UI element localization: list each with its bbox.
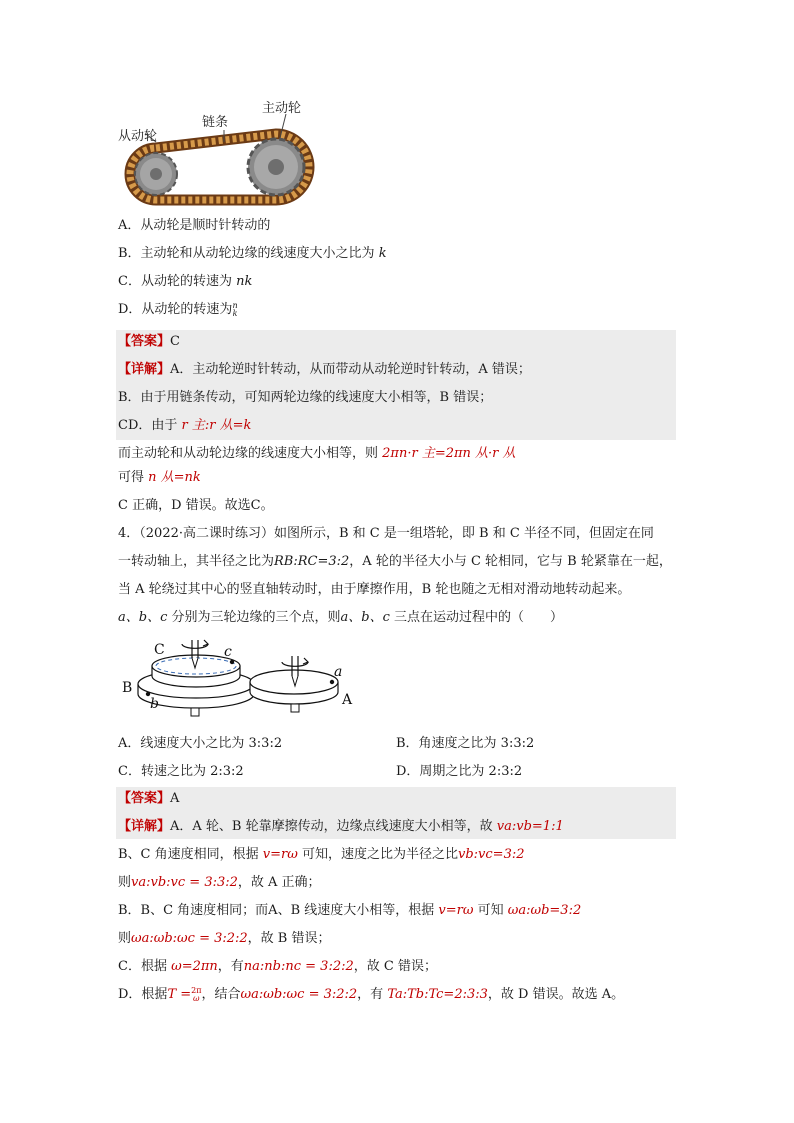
driven-gear-label: 从动轮 — [118, 129, 158, 144]
q4-detail-line7 — [118, 986, 624, 1004]
detail-text: ，有 — [217, 959, 244, 974]
detail-text: 则 — [118, 875, 132, 890]
q3-detail-line3 — [118, 417, 251, 435]
detail-text: ，故 C 错误； — [353, 959, 437, 974]
q4-answer — [118, 790, 179, 808]
q4-stem-line1: 4．（2022·高二课时练习）如图所示，B 和 C 是一组塔轮，即 B 和 C 半径不同，但固定在同 — [118, 526, 654, 541]
formula: ωa:ωb=3:2 — [507, 903, 582, 918]
q3-option-a — [118, 217, 270, 235]
stem-text: 一转动轴上，其半径之比为 — [118, 554, 275, 569]
label-c-point: c — [224, 644, 232, 660]
label-A: A — [342, 692, 353, 708]
answer-label: 【答案】 — [118, 791, 171, 806]
q3-option-d-fraction — [232, 302, 237, 318]
detail-text: ，故 A 正确； — [237, 875, 321, 890]
detail-label: 【详解】 — [118, 819, 171, 834]
q3-option-b — [118, 245, 387, 263]
formula: RB:RC=3:2 — [274, 554, 350, 569]
detail-text: ，结合 — [201, 987, 241, 1002]
formula: va:vb=1:1 — [496, 819, 564, 834]
q3-option-b-text: B．主动轮和从动轮边缘的线速度大小之比为 — [118, 246, 375, 261]
q4-detail-line3 — [118, 874, 321, 892]
detail-text: 可得 — [118, 470, 145, 485]
q3-detail-line6: C 正确，D 错误。故选C。 — [118, 498, 274, 513]
q4-stem-line4 — [118, 609, 563, 627]
stem-text: ，A 轮的半径大小与 C 轮相同，它与 B 轮紧靠在一起， — [349, 554, 672, 569]
q3-detail-line2: B．由于用链条传动，可知两轮边缘的线速度大小相等，B 错误； — [118, 390, 493, 405]
answer-label: 【答案】 — [118, 334, 171, 349]
detail-text: 则 — [118, 931, 132, 946]
formula: ωa:ωb:ωc = 3:2:2 — [240, 987, 358, 1002]
period-fraction — [191, 987, 201, 1003]
formula: Ta:Tb:Tc=2:3:3 — [387, 987, 488, 1002]
q4-stem-line2 — [118, 553, 672, 571]
detail-text: ，有 — [357, 987, 384, 1002]
stem-text: 分别为三轮边缘的三个点，则 — [171, 610, 341, 625]
q3-option-d — [118, 301, 238, 319]
detail-text: A．主动轮逆时针转动，从而带动从动轮逆时针转动，A 错误； — [170, 362, 531, 377]
formula: v=rω — [438, 903, 474, 918]
driver-gear-label: 主动轮 — [262, 101, 302, 116]
q4-option-a: A．线速度大小之比为 3:3:2 — [118, 736, 283, 751]
formula: T = — [167, 987, 192, 1002]
stem-vars: a、b、c — [118, 610, 168, 625]
q3-detail-line5 — [118, 469, 201, 487]
detail-text: A．A 轮、B 轮靠摩擦传动，边缘点线速度大小相等，故 — [170, 819, 493, 834]
formula: ω=2πn — [171, 959, 218, 974]
detail-text: B．B、C 角速度相同；而A、B 线速度大小相等，根据 — [118, 903, 435, 918]
q4-detail-line2 — [118, 846, 525, 864]
tower-wheels-figure — [118, 632, 368, 724]
detail-text: ，故 D 错误。故选 A。 — [487, 987, 625, 1002]
chain-drive-figure — [116, 96, 316, 208]
driven-gear-icon — [135, 153, 177, 195]
label-b-point: b — [150, 696, 159, 712]
stem-vars: a、b、c — [340, 610, 390, 625]
q4-detail-line5 — [118, 930, 331, 948]
driver-gear-icon — [248, 139, 304, 195]
q3-answer — [118, 333, 180, 351]
q4-option-d: D．周期之比为 2:3:2 — [396, 764, 523, 779]
q3-detail-line1 — [118, 361, 531, 379]
fraction-numerator: 2π — [191, 985, 202, 995]
formula: 2πn·r 主=2πn 从·r 从 — [382, 446, 516, 461]
q3-option-d-text: D．从动轮的转速为 — [118, 302, 233, 317]
fraction-denominator: ω — [193, 993, 200, 1003]
q3-detail-line4 — [118, 445, 516, 463]
formula: vb:vc=3:2 — [458, 847, 525, 862]
detail-text: 可知 — [477, 903, 504, 918]
detail-text: 可知，速度之比为半径之比 — [301, 847, 458, 862]
detail-text: CD．由于 — [118, 418, 178, 433]
stem-text: 三点在运动过程中的（ ） — [394, 610, 564, 625]
q3-option-c-text: C．从动轮的转速为 — [118, 274, 232, 289]
q4-detail-line6 — [118, 958, 437, 976]
label-B: B — [122, 680, 133, 696]
answer-value: C — [170, 334, 180, 349]
q3-option-a-text: A．从动轮是顺时针转动的 — [118, 218, 271, 233]
fraction-numerator: n — [232, 300, 238, 310]
formula: n 从=nk — [148, 470, 201, 485]
detail-text: 而主动轮和从动轮边缘的线速度大小相等，则 — [118, 446, 379, 461]
fraction-denominator: k — [232, 308, 238, 318]
formula: na:nb:nc = 3:2:2 — [243, 959, 354, 974]
detail-text: D．根据 — [118, 987, 168, 1002]
chain-label: 链条 — [202, 115, 229, 130]
formula: ωa:ωb:ωc = 3:2:2 — [131, 931, 248, 946]
detail-text: B、C 角速度相同，根据 — [118, 847, 259, 862]
q3-option-b-var: k — [378, 246, 387, 261]
formula: v=rω — [262, 847, 298, 862]
q3-option-c-var: nk — [236, 274, 253, 289]
q4-option-c: C．转速之比为 2:3:2 — [118, 764, 244, 779]
label-C: C — [154, 642, 165, 658]
detail-text: ，故 B 错误； — [247, 931, 331, 946]
q4-detail-line1 — [118, 818, 564, 836]
detail-text: C．根据 — [118, 959, 167, 974]
formula: va:vb:vc = 3:3:2 — [131, 875, 238, 890]
q3-option-c — [118, 273, 252, 291]
formula: r 主:r 从=k — [181, 418, 252, 433]
detail-label: 【详解】 — [118, 362, 171, 377]
q4-stem-line3: 当 A 轮绕过其中心的竖直轴转动时，由于摩擦作用，B 轮也随之无相对滑动地转动起来。 — [118, 582, 631, 597]
q4-detail-line4 — [118, 902, 581, 920]
label-a-point: a — [334, 664, 343, 680]
q4-option-b: B．角速度之比为 3:3:2 — [396, 736, 535, 751]
answer-value: A — [170, 791, 180, 806]
